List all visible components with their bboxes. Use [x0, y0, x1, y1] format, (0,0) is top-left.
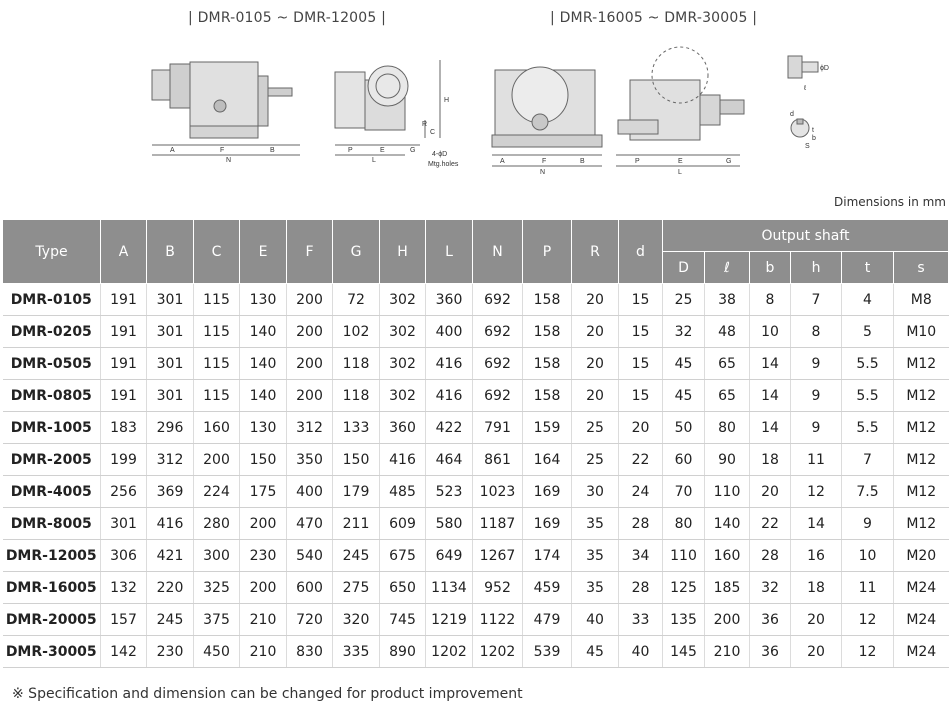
value-cell: 191: [101, 316, 147, 348]
header-n: N: [473, 220, 523, 284]
value-cell: 14: [791, 508, 842, 540]
value-cell: 20: [572, 284, 619, 316]
value-cell: 650: [380, 572, 426, 604]
value-cell: 540: [287, 540, 333, 572]
value-cell: 45: [663, 380, 705, 412]
header-f: F: [287, 220, 333, 284]
value-cell: 15: [619, 284, 663, 316]
value-cell: M12: [894, 476, 949, 508]
value-cell: 15: [619, 316, 663, 348]
label-a: A: [170, 147, 175, 154]
drawing-large-side-view: [492, 67, 602, 166]
value-cell: 115: [194, 380, 240, 412]
label-large-n: N: [540, 169, 546, 176]
type-cell: DMR-0205: [3, 316, 101, 348]
value-cell: 600: [287, 572, 333, 604]
value-cell: 1267: [473, 540, 523, 572]
value-cell: 360: [380, 412, 426, 444]
table-row: [3, 508, 949, 540]
label-c: C: [430, 129, 436, 136]
value-cell: M12: [894, 412, 949, 444]
label-large-b: B: [580, 158, 585, 165]
type-cell: DMR-2005: [3, 444, 101, 476]
drawing-small-side-view: [152, 62, 300, 155]
table-body: [3, 284, 949, 668]
dimension-drawings: [140, 40, 840, 180]
value-cell: 50: [663, 412, 705, 444]
value-cell: 5.5: [842, 348, 894, 380]
type-cell: DMR-12005: [3, 540, 101, 572]
value-cell: 157: [101, 604, 147, 636]
value-cell: M12: [894, 348, 949, 380]
header-shaft-ell: ℓ: [705, 252, 750, 284]
value-cell: 174: [523, 540, 572, 572]
value-cell: 130: [240, 284, 287, 316]
value-cell: 45: [663, 348, 705, 380]
value-cell: 224: [194, 476, 240, 508]
header-r: R: [572, 220, 619, 284]
label-e: E: [380, 147, 385, 154]
value-cell: 142: [101, 636, 147, 668]
table-row: [3, 412, 949, 444]
table-row: [3, 284, 949, 316]
value-cell: 160: [705, 540, 750, 572]
type-cell: DMR-0105: [3, 284, 101, 316]
value-cell: 9: [791, 348, 842, 380]
value-cell: 10: [842, 540, 894, 572]
value-cell: 649: [426, 540, 473, 572]
value-cell: 185: [705, 572, 750, 604]
value-cell: 325: [194, 572, 240, 604]
value-cell: 65: [705, 380, 750, 412]
value-cell: 301: [147, 380, 194, 412]
table-row: [3, 476, 949, 508]
value-cell: 25: [572, 444, 619, 476]
header-shaft-s: s: [894, 252, 949, 284]
value-cell: 130: [240, 412, 287, 444]
value-cell: 350: [287, 444, 333, 476]
value-cell: 14: [750, 412, 791, 444]
label-b-shaft: b: [812, 135, 816, 142]
value-cell: 375: [194, 604, 240, 636]
value-cell: 400: [426, 316, 473, 348]
value-cell: 191: [101, 380, 147, 412]
value-cell: 464: [426, 444, 473, 476]
value-cell: 8: [791, 316, 842, 348]
value-cell: 135: [663, 604, 705, 636]
header-type: Type: [3, 220, 101, 284]
value-cell: 210: [240, 636, 287, 668]
value-cell: 416: [147, 508, 194, 540]
header-e: E: [240, 220, 287, 284]
value-cell: 118: [333, 380, 380, 412]
label-mtg-holes: Mtg.holes: [428, 161, 459, 168]
value-cell: 580: [426, 508, 473, 540]
value-cell: 40: [572, 604, 619, 636]
value-cell: 280: [194, 508, 240, 540]
value-cell: 1134: [426, 572, 473, 604]
value-cell: 609: [380, 508, 426, 540]
value-cell: 48: [705, 316, 750, 348]
value-cell: 416: [380, 444, 426, 476]
table-row: [3, 636, 949, 668]
value-cell: 421: [147, 540, 194, 572]
value-cell: 133: [333, 412, 380, 444]
value-cell: 20: [791, 604, 842, 636]
value-cell: 459: [523, 572, 572, 604]
value-cell: 28: [619, 572, 663, 604]
label-large-f: F: [542, 158, 547, 165]
value-cell: 28: [750, 540, 791, 572]
label-large-g: G: [726, 158, 732, 165]
drawing-large-front-view: [616, 47, 744, 166]
header-shaft-b: b: [750, 252, 791, 284]
value-cell: 470: [287, 508, 333, 540]
value-cell: 35: [572, 572, 619, 604]
value-cell: 11: [842, 572, 894, 604]
value-cell: 132: [101, 572, 147, 604]
value-cell: 245: [333, 540, 380, 572]
value-cell: 20: [572, 348, 619, 380]
type-cell: DMR-20005: [3, 604, 101, 636]
value-cell: 200: [240, 572, 287, 604]
value-cell: 200: [287, 316, 333, 348]
value-cell: 301: [101, 508, 147, 540]
value-cell: 1202: [426, 636, 473, 668]
value-cell: 230: [147, 636, 194, 668]
value-cell: 7: [791, 284, 842, 316]
value-cell: 302: [380, 316, 426, 348]
value-cell: 20: [572, 380, 619, 412]
value-cell: 1023: [473, 476, 523, 508]
value-cell: M24: [894, 604, 949, 636]
value-cell: 158: [523, 380, 572, 412]
value-cell: M24: [894, 636, 949, 668]
value-cell: 7.5: [842, 476, 894, 508]
value-cell: 158: [523, 348, 572, 380]
value-cell: 20: [750, 476, 791, 508]
value-cell: M12: [894, 444, 949, 476]
value-cell: 158: [523, 316, 572, 348]
value-cell: 1219: [426, 604, 473, 636]
value-cell: 35: [572, 540, 619, 572]
value-cell: 80: [705, 412, 750, 444]
value-cell: 45: [572, 636, 619, 668]
header-p: P: [523, 220, 572, 284]
value-cell: 720: [287, 604, 333, 636]
value-cell: 140: [705, 508, 750, 540]
header-d: d: [619, 220, 663, 284]
value-cell: 145: [663, 636, 705, 668]
value-cell: 479: [523, 604, 572, 636]
header-h: H: [380, 220, 426, 284]
value-cell: 4: [842, 284, 894, 316]
value-cell: 22: [619, 444, 663, 476]
value-cell: 211: [333, 508, 380, 540]
value-cell: M12: [894, 508, 949, 540]
value-cell: 539: [523, 636, 572, 668]
value-cell: 25: [663, 284, 705, 316]
value-cell: 301: [147, 316, 194, 348]
value-cell: 422: [426, 412, 473, 444]
label-ell: ℓ: [804, 85, 807, 92]
value-cell: 5.5: [842, 412, 894, 444]
value-cell: 200: [287, 380, 333, 412]
value-cell: 25: [572, 412, 619, 444]
type-cell: DMR-16005: [3, 572, 101, 604]
value-cell: 102: [333, 316, 380, 348]
value-cell: 38: [705, 284, 750, 316]
value-cell: 199: [101, 444, 147, 476]
table-row: [3, 572, 949, 604]
value-cell: 159: [523, 412, 572, 444]
value-cell: 11: [791, 444, 842, 476]
value-cell: 15: [619, 380, 663, 412]
value-cell: 745: [380, 604, 426, 636]
value-cell: 9: [791, 412, 842, 444]
value-cell: 9: [842, 508, 894, 540]
value-cell: 28: [619, 508, 663, 540]
value-cell: 523: [426, 476, 473, 508]
value-cell: 160: [194, 412, 240, 444]
value-cell: 12: [842, 604, 894, 636]
value-cell: 40: [619, 636, 663, 668]
value-cell: 275: [333, 572, 380, 604]
label-phi-d: ϕD: [820, 65, 829, 72]
value-cell: 952: [473, 572, 523, 604]
value-cell: 861: [473, 444, 523, 476]
value-cell: 14: [750, 380, 791, 412]
value-cell: 179: [333, 476, 380, 508]
value-cell: 7: [842, 444, 894, 476]
value-cell: 400: [287, 476, 333, 508]
value-cell: 150: [240, 444, 287, 476]
value-cell: M24: [894, 572, 949, 604]
type-cell: DMR-30005: [3, 636, 101, 668]
value-cell: 191: [101, 348, 147, 380]
value-cell: 302: [380, 284, 426, 316]
type-cell: DMR-0805: [3, 380, 101, 412]
value-cell: 118: [333, 348, 380, 380]
value-cell: 245: [147, 604, 194, 636]
value-cell: 32: [663, 316, 705, 348]
value-cell: 1187: [473, 508, 523, 540]
value-cell: 30: [572, 476, 619, 508]
value-cell: 296: [147, 412, 194, 444]
header-a: A: [101, 220, 147, 284]
type-cell: DMR-1005: [3, 412, 101, 444]
value-cell: 360: [426, 284, 473, 316]
value-cell: 169: [523, 476, 572, 508]
value-cell: 306: [101, 540, 147, 572]
value-cell: 210: [705, 636, 750, 668]
value-cell: 369: [147, 476, 194, 508]
type-cell: DMR-0505: [3, 348, 101, 380]
label-f: F: [220, 147, 225, 154]
label-p: P: [348, 147, 353, 154]
label-n: N: [226, 157, 232, 164]
value-cell: M12: [894, 380, 949, 412]
value-cell: 22: [750, 508, 791, 540]
value-cell: 200: [287, 348, 333, 380]
label-s: S: [805, 143, 810, 150]
header-shaft-h: h: [791, 252, 842, 284]
value-cell: 5: [842, 316, 894, 348]
value-cell: 300: [194, 540, 240, 572]
value-cell: 450: [194, 636, 240, 668]
value-cell: 675: [380, 540, 426, 572]
value-cell: 169: [523, 508, 572, 540]
value-cell: 125: [663, 572, 705, 604]
value-cell: 210: [240, 604, 287, 636]
value-cell: 140: [240, 348, 287, 380]
value-cell: M20: [894, 540, 949, 572]
caption-small-series: | DMR-0105 ~ DMR-12005 |: [188, 10, 387, 26]
label-b: B: [270, 147, 275, 154]
value-cell: 320: [333, 604, 380, 636]
value-cell: 830: [287, 636, 333, 668]
value-cell: 140: [240, 380, 287, 412]
value-cell: 692: [473, 284, 523, 316]
label-l: L: [372, 157, 376, 164]
value-cell: 312: [147, 444, 194, 476]
caption-large-series: | DMR-16005 ~ DMR-30005 |: [550, 10, 758, 26]
value-cell: 36: [750, 636, 791, 668]
value-cell: 200: [194, 444, 240, 476]
value-cell: 158: [523, 284, 572, 316]
value-cell: 5.5: [842, 380, 894, 412]
value-cell: 335: [333, 636, 380, 668]
value-cell: 692: [473, 316, 523, 348]
drawing-small-front-view: [335, 60, 440, 155]
value-cell: M10: [894, 316, 949, 348]
value-cell: 200: [287, 284, 333, 316]
value-cell: 12: [791, 476, 842, 508]
value-cell: 256: [101, 476, 147, 508]
label-r: R: [422, 121, 428, 128]
value-cell: 90: [705, 444, 750, 476]
value-cell: 301: [147, 284, 194, 316]
units-note: Dimensions in mm: [834, 195, 946, 209]
type-cell: DMR-4005: [3, 476, 101, 508]
type-cell: DMR-8005: [3, 508, 101, 540]
header-output-shaft: Output shaft: [663, 220, 949, 252]
value-cell: 8: [750, 284, 791, 316]
value-cell: 9: [791, 380, 842, 412]
header-b: B: [147, 220, 194, 284]
label-h: H: [444, 97, 450, 104]
header-shaft-d: D: [663, 252, 705, 284]
value-cell: 24: [619, 476, 663, 508]
value-cell: 150: [333, 444, 380, 476]
value-cell: 34: [619, 540, 663, 572]
value-cell: 416: [426, 348, 473, 380]
value-cell: 200: [705, 604, 750, 636]
value-cell: 115: [194, 348, 240, 380]
value-cell: 115: [194, 284, 240, 316]
value-cell: 302: [380, 380, 426, 412]
value-cell: 301: [147, 348, 194, 380]
value-cell: 115: [194, 316, 240, 348]
value-cell: 164: [523, 444, 572, 476]
table-row: [3, 540, 949, 572]
value-cell: 18: [791, 572, 842, 604]
value-cell: 692: [473, 380, 523, 412]
table-row: [3, 444, 949, 476]
value-cell: 35: [572, 508, 619, 540]
drawing-shaft-detail: [788, 56, 818, 137]
value-cell: 220: [147, 572, 194, 604]
header-g: G: [333, 220, 380, 284]
value-cell: 18: [750, 444, 791, 476]
label-large-p: P: [635, 158, 640, 165]
label-large-l: L: [678, 169, 682, 176]
value-cell: 16: [791, 540, 842, 572]
table-row: [3, 604, 949, 636]
value-cell: 191: [101, 284, 147, 316]
label-d-shaft: d: [790, 111, 794, 118]
value-cell: 1122: [473, 604, 523, 636]
value-cell: 20: [791, 636, 842, 668]
header-c: C: [194, 220, 240, 284]
value-cell: 36: [750, 604, 791, 636]
value-cell: 312: [287, 412, 333, 444]
value-cell: 32: [750, 572, 791, 604]
label-t: t: [812, 127, 814, 134]
value-cell: 791: [473, 412, 523, 444]
value-cell: 72: [333, 284, 380, 316]
value-cell: 692: [473, 348, 523, 380]
table-row: [3, 380, 949, 412]
value-cell: 890: [380, 636, 426, 668]
value-cell: 20: [619, 412, 663, 444]
value-cell: 110: [663, 540, 705, 572]
footnote: ※ Specification and dimension can be changed for product improvement: [12, 686, 523, 702]
table-row: [3, 316, 949, 348]
value-cell: 60: [663, 444, 705, 476]
value-cell: 200: [240, 508, 287, 540]
value-cell: 140: [240, 316, 287, 348]
label-large-e: E: [678, 158, 683, 165]
label-g: G: [410, 147, 416, 154]
value-cell: 33: [619, 604, 663, 636]
value-cell: 14: [750, 348, 791, 380]
value-cell: 12: [842, 636, 894, 668]
value-cell: 15: [619, 348, 663, 380]
value-cell: 302: [380, 348, 426, 380]
value-cell: 175: [240, 476, 287, 508]
dimension-table: [2, 219, 949, 668]
table-row: [3, 348, 949, 380]
value-cell: 416: [426, 380, 473, 412]
value-cell: 80: [663, 508, 705, 540]
value-cell: 110: [705, 476, 750, 508]
value-cell: 485: [380, 476, 426, 508]
header-shaft-t: t: [842, 252, 894, 284]
value-cell: 1202: [473, 636, 523, 668]
label-4-phi-d: 4-ϕD: [432, 151, 448, 158]
value-cell: 20: [572, 316, 619, 348]
value-cell: M8: [894, 284, 949, 316]
label-large-a: A: [500, 158, 505, 165]
value-cell: 65: [705, 348, 750, 380]
value-cell: 10: [750, 316, 791, 348]
value-cell: 230: [240, 540, 287, 572]
header-l: L: [426, 220, 473, 284]
value-cell: 183: [101, 412, 147, 444]
value-cell: 70: [663, 476, 705, 508]
